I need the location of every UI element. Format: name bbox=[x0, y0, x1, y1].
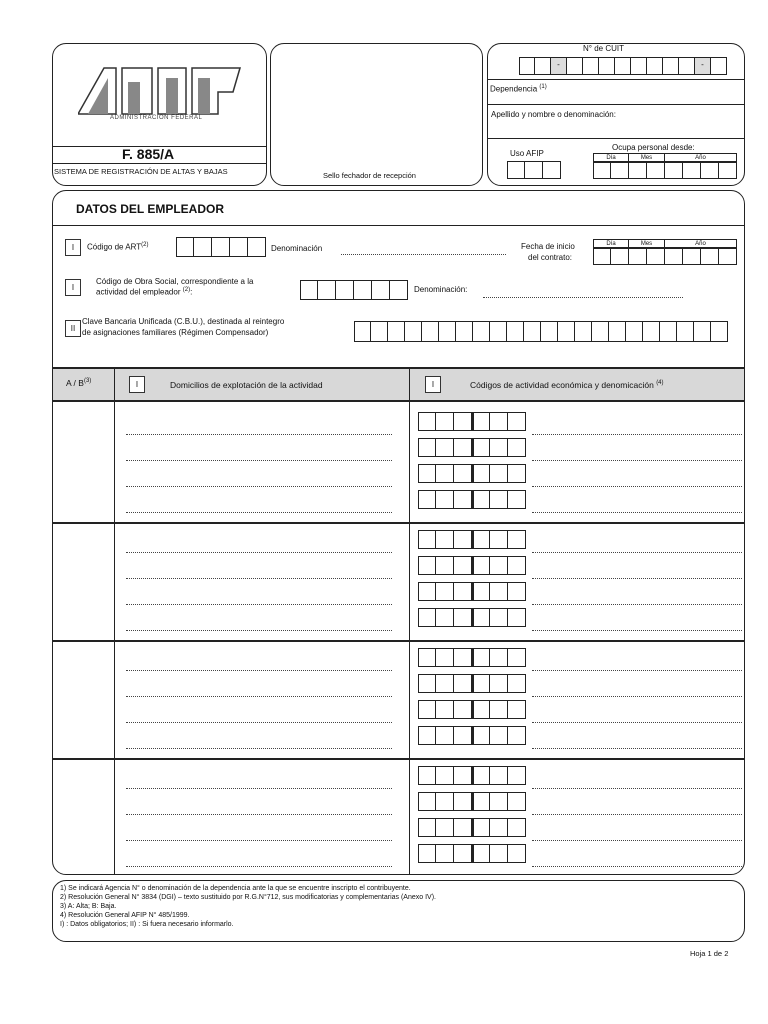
activity-code-field[interactable] bbox=[418, 412, 526, 431]
apellido-top-line bbox=[487, 104, 745, 105]
art-denominacion-label: Denominación bbox=[271, 244, 323, 253]
footnotes bbox=[60, 884, 436, 929]
activity-code-field[interactable] bbox=[418, 464, 526, 483]
activity-denominacion-field[interactable] bbox=[532, 630, 742, 631]
footnote: 2) Resolución General N° 3834 (DGI) – texto sustituido por R.G.N°712, sus modificatorias y complementarias (Anexo IV). bbox=[60, 894, 436, 901]
stamp-label: Sello fechador de recepción bbox=[323, 171, 416, 180]
cuit-label: N° de CUIT bbox=[583, 44, 624, 53]
footnote: 1) Se indicará Agencia N° o denominación de la dependencia ante la que se encuentre inscripto el contribuyente. bbox=[60, 885, 411, 892]
form-code: F. 885/A bbox=[122, 146, 175, 162]
activity-code-field[interactable] bbox=[418, 530, 526, 549]
domicilio-field[interactable] bbox=[126, 630, 392, 631]
activity-code-field[interactable] bbox=[418, 792, 526, 811]
activity-denominacion-field[interactable] bbox=[532, 788, 742, 789]
activity-denominacion-field[interactable] bbox=[532, 604, 742, 605]
domicilio-field[interactable] bbox=[126, 604, 392, 605]
system-name: SISTEMA DE REGISTRACIÓN DE ALTAS Y BAJAS bbox=[54, 167, 228, 176]
section-title: DATOS DEL EMPLEADOR bbox=[76, 202, 225, 216]
activity-denominacion-field[interactable] bbox=[532, 486, 742, 487]
art-code-field[interactable] bbox=[176, 237, 266, 257]
ocupa-date-field[interactable] bbox=[593, 162, 737, 179]
domicilio-field[interactable] bbox=[126, 670, 392, 671]
act-mark: I bbox=[425, 376, 441, 393]
activity-denominacion-field[interactable] bbox=[532, 748, 742, 749]
art-mark: I bbox=[65, 239, 81, 256]
activity-code-field[interactable] bbox=[418, 818, 526, 837]
activity-denominacion-field[interactable] bbox=[532, 512, 742, 513]
ocupa-label: Ocupa personal desde: bbox=[612, 143, 695, 152]
fecha-header: Día Mes Año bbox=[593, 239, 737, 248]
activity-code-field[interactable] bbox=[418, 490, 526, 509]
activity-code-field[interactable] bbox=[418, 556, 526, 575]
cbu-mark: II bbox=[65, 320, 81, 337]
obra-denominacion-label: Denominación: bbox=[414, 285, 468, 294]
ab-cell[interactable] bbox=[55, 760, 112, 874]
activity-denominacion-field[interactable] bbox=[532, 814, 742, 815]
activity-code-field[interactable] bbox=[418, 726, 526, 745]
col-ab-header: A / $B^{(3)}$ bbox=[66, 378, 92, 388]
activity-code-field[interactable] bbox=[418, 674, 526, 693]
cuit-field[interactable]: - - bbox=[519, 57, 727, 75]
fecha-inicio-label: Fecha de inicio bbox=[521, 242, 575, 251]
system-name-divider bbox=[52, 163, 267, 164]
domicilio-field[interactable] bbox=[126, 814, 392, 815]
col-dom-divider bbox=[409, 367, 410, 875]
fecha-inicio-field[interactable] bbox=[593, 248, 737, 265]
domicilio-field[interactable] bbox=[126, 722, 392, 723]
activity-denominacion-field[interactable] bbox=[532, 866, 742, 867]
group-separator bbox=[53, 640, 744, 642]
domicilio-field[interactable] bbox=[126, 512, 392, 513]
ab-cell[interactable] bbox=[55, 524, 112, 638]
dependencia-label: Dependencia $^{(1)}$ bbox=[490, 84, 547, 94]
activity-code-field[interactable] bbox=[418, 700, 526, 719]
activity-code-field[interactable] bbox=[418, 608, 526, 627]
activity-denominacion-field[interactable] bbox=[532, 670, 742, 671]
obra-code-field[interactable] bbox=[300, 280, 408, 300]
activity-denominacion-field[interactable] bbox=[532, 552, 742, 553]
domicilio-field[interactable] bbox=[126, 486, 392, 487]
uso-top-line bbox=[487, 138, 745, 139]
uso-afip-label: Uso AFIP bbox=[510, 149, 544, 158]
group-separator bbox=[53, 522, 744, 524]
ocupa-header: Día Mes Año bbox=[593, 153, 737, 162]
dependencia-top-line bbox=[487, 79, 745, 80]
activity-code-field[interactable] bbox=[418, 582, 526, 601]
col-ab-divider bbox=[114, 367, 115, 875]
domicilio-field[interactable] bbox=[126, 552, 392, 553]
obra-denominacion-field[interactable] bbox=[483, 297, 683, 298]
footnote: I) : Datos obligatorios; II) : Si fuera necesario informarlo. bbox=[60, 921, 234, 928]
activity-denominacion-field[interactable] bbox=[532, 460, 742, 461]
col-act-header: Códigos de actividad económica y denomicación $^{(4)}$ bbox=[470, 380, 664, 390]
activity-code-field[interactable] bbox=[418, 766, 526, 785]
obra-label-2: actividad del empleador $^{(2)}$: bbox=[96, 287, 193, 297]
domicilio-field[interactable] bbox=[126, 748, 392, 749]
footnote: 4) Resolución General AFIP N° 485/1999. bbox=[60, 912, 190, 919]
cbu-label-1: Clave Bancaria Unificada (C.B.U.), destinada al reintegro bbox=[82, 317, 285, 326]
fecha-inicio-label-2: del contrato: bbox=[528, 253, 573, 262]
domicilio-field[interactable] bbox=[126, 866, 392, 867]
cbu-field[interactable] bbox=[354, 321, 728, 342]
obra-mark: I bbox=[65, 279, 81, 296]
activity-denominacion-field[interactable] bbox=[532, 434, 742, 435]
activity-denominacion-field[interactable] bbox=[532, 722, 742, 723]
footnote: 3) A: Alta; B: Baja. bbox=[60, 903, 117, 910]
afip-logo bbox=[78, 66, 243, 116]
page-label: Hoja 1 de 2 bbox=[690, 949, 729, 958]
domicilio-field[interactable] bbox=[126, 840, 392, 841]
apellido-label: Apellido y nombre o denominación: bbox=[491, 110, 616, 119]
activity-denominacion-field[interactable] bbox=[532, 840, 742, 841]
domicilio-field[interactable] bbox=[126, 460, 392, 461]
cbu-label-2: de asignaciones familiares (Régimen Compensador) bbox=[82, 328, 269, 337]
activity-code-field[interactable] bbox=[418, 438, 526, 457]
uso-afip-field[interactable] bbox=[507, 161, 561, 179]
domicilio-field[interactable] bbox=[126, 696, 392, 697]
domicilio-field[interactable] bbox=[126, 578, 392, 579]
dom-mark: I bbox=[129, 376, 145, 393]
art-label: Código de ART$^{(2)}$ bbox=[87, 242, 149, 252]
activity-code-field[interactable] bbox=[418, 844, 526, 863]
domicilio-field[interactable] bbox=[126, 434, 392, 435]
obra-label-1: Código de Obra Social, correspondiente a la bbox=[96, 277, 254, 286]
domicilio-field[interactable] bbox=[126, 788, 392, 789]
activity-denominacion-field[interactable] bbox=[532, 578, 742, 579]
ab-cell[interactable] bbox=[55, 406, 112, 520]
art-denominacion-field[interactable] bbox=[341, 254, 506, 255]
afip-logo-mark bbox=[78, 66, 243, 116]
activity-code-field[interactable] bbox=[418, 648, 526, 667]
col-dom-header: Domicilios de explotación de la actividad bbox=[170, 380, 323, 390]
activity-denominacion-field[interactable] bbox=[532, 696, 742, 697]
group-separator bbox=[53, 758, 744, 760]
agency-name: ADMINISTRACION FEDERAL bbox=[110, 115, 203, 121]
stamp-box bbox=[270, 43, 483, 186]
ab-cell[interactable] bbox=[55, 642, 112, 756]
section-title-divider bbox=[52, 225, 745, 226]
